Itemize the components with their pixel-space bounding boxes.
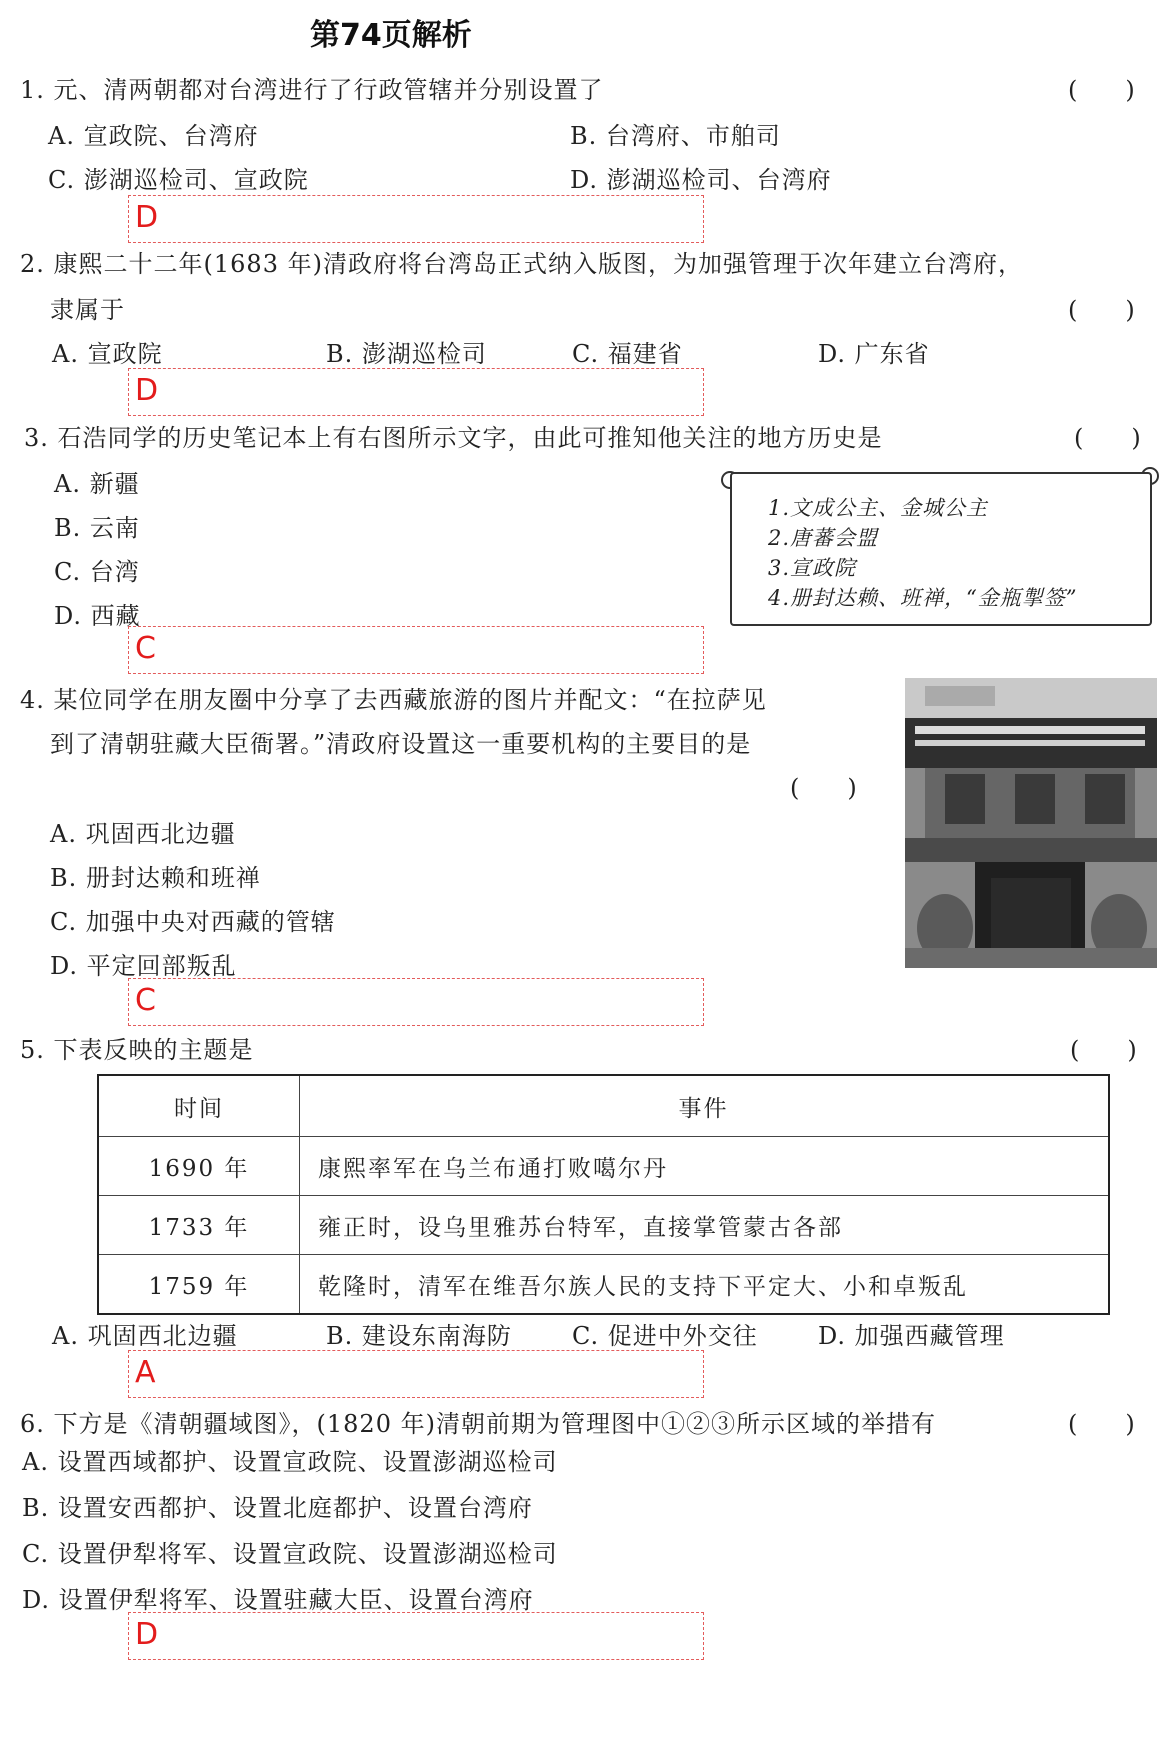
answer-box — [128, 1612, 704, 1660]
answer-text: D — [135, 1617, 159, 1652]
option-a: A. 新疆 — [54, 470, 140, 498]
option-d: D. 广东省 — [818, 340, 930, 368]
cell-year: 1759 年 — [98, 1255, 300, 1315]
answer-parentheses: ( ) — [1068, 76, 1135, 104]
question-stem: 1. 元、清两朝都对台湾进行了行政管辖并分别设置了 — [20, 76, 604, 104]
note-line: 1.文成公主、金城公主 — [768, 496, 989, 520]
option-b: B. 设置安西都护、设置北庭都护、设置台湾府 — [22, 1494, 533, 1522]
option-c: C. 设置伊犁将军、设置宣政院、设置澎湖巡检司 — [22, 1540, 558, 1568]
option-d: D. 澎湖巡检司、台湾府 — [570, 166, 832, 194]
option-d: D. 西藏 — [54, 602, 141, 630]
cell-event: 乾隆时，清军在维吾尔族人民的支持下平定大、小和卓叛乱 — [300, 1255, 1110, 1315]
option-d: D. 设置伊犁将军、设置驻藏大臣、设置台湾府 — [22, 1586, 534, 1614]
option-b: B. 澎湖巡检司 — [326, 340, 487, 368]
events-table — [97, 1074, 1110, 1315]
cell-event: 雍正时，设乌里雅苏台特军，直接掌管蒙古各部 — [300, 1196, 1110, 1255]
answer-box — [128, 626, 704, 674]
answer-text: D — [135, 200, 159, 235]
option-d: D. 平定回部叛乱 — [50, 952, 237, 980]
table-row — [98, 1137, 1109, 1196]
question-stem: 6. 下方是《清朝疆域图》，(1820 年)清朝前期为管理图中①②③所示区域的举措有 — [20, 1410, 936, 1438]
question-stem: 3. 石浩同学的历史笔记本上有右图所示文字，由此可推知他关注的地方历史是 — [24, 424, 883, 452]
option-b: B. 册封达赖和班禅 — [50, 864, 261, 892]
option-a: A. 巩固西北边疆 — [50, 820, 236, 848]
option-b: B. 建设东南海防 — [326, 1322, 512, 1350]
lhasa-building-photo — [905, 678, 1157, 968]
question-stem-line-2: 到了清朝驻藏大臣衙署。”清政府设置这一重要机构的主要目的是 — [50, 730, 752, 758]
option-b: B. 云南 — [54, 514, 140, 542]
note-line: 4.册封达赖、班禅，“金瓶掣签” — [768, 586, 1078, 610]
column-header-time: 时间 — [98, 1075, 300, 1137]
answer-text: D — [135, 373, 159, 408]
question-stem: 5. 下表反映的主题是 — [20, 1036, 254, 1064]
option-d: D. 加强西藏管理 — [818, 1322, 1005, 1350]
question-stem-line-1: 2. 康熙二十二年(1683 年)清政府将台湾岛正式纳入版图，为加强管理于次年建立台湾府， — [20, 250, 1023, 278]
option-c: C. 福建省 — [572, 340, 683, 368]
cell-year: 1733 年 — [98, 1196, 300, 1255]
cell-event: 康熙率军在乌兰布通打败噶尔丹 — [300, 1137, 1110, 1196]
answer-text: C — [135, 631, 156, 666]
notes-scroll — [720, 466, 1160, 624]
table-header-row — [98, 1075, 1109, 1137]
answer-box — [128, 1350, 704, 1398]
answer-parentheses: ( ) — [1068, 1410, 1135, 1438]
option-b: B. 台湾府、市舶司 — [570, 122, 781, 150]
column-header-event: 事件 — [300, 1075, 1110, 1137]
cell-year: 1690 年 — [98, 1137, 300, 1196]
question-stem-line-1: 4. 某位同学在朋友圈中分享了去西藏旅游的图片并配文：“在拉萨见 — [20, 686, 767, 714]
answer-text: A — [135, 1355, 156, 1390]
answer-parentheses: ( ) — [1068, 296, 1135, 324]
answer-parentheses: ( ) — [1070, 1036, 1137, 1064]
option-c: C. 澎湖巡检司、宣政院 — [48, 166, 309, 194]
table-row — [98, 1196, 1109, 1255]
answer-box — [128, 195, 704, 243]
answer-box — [128, 368, 704, 416]
note-line: 3.宣政院 — [768, 556, 857, 580]
note-line: 2.唐蕃会盟 — [768, 526, 879, 550]
option-a: A. 宣政院、台湾府 — [48, 122, 259, 150]
table-row — [98, 1255, 1109, 1315]
option-c: C. 台湾 — [54, 558, 140, 586]
answer-parentheses: ( ) — [790, 774, 857, 802]
answer-box — [128, 978, 704, 1026]
notes-card — [730, 472, 1152, 626]
question-stem-line-2: 隶属于 — [50, 296, 125, 324]
option-c: C. 促进中外交往 — [572, 1322, 758, 1350]
option-a: A. 宣政院 — [52, 340, 163, 368]
option-c: C. 加强中央对西藏的管辖 — [50, 908, 336, 936]
answer-parentheses: ( ) — [1074, 424, 1141, 452]
answer-text: C — [135, 983, 156, 1018]
page-title: 第74页解析 — [310, 18, 472, 53]
option-a: A. 设置西域都护、设置宣政院、设置澎湖巡检司 — [22, 1448, 558, 1476]
option-a: A. 巩固西北边疆 — [52, 1322, 238, 1350]
